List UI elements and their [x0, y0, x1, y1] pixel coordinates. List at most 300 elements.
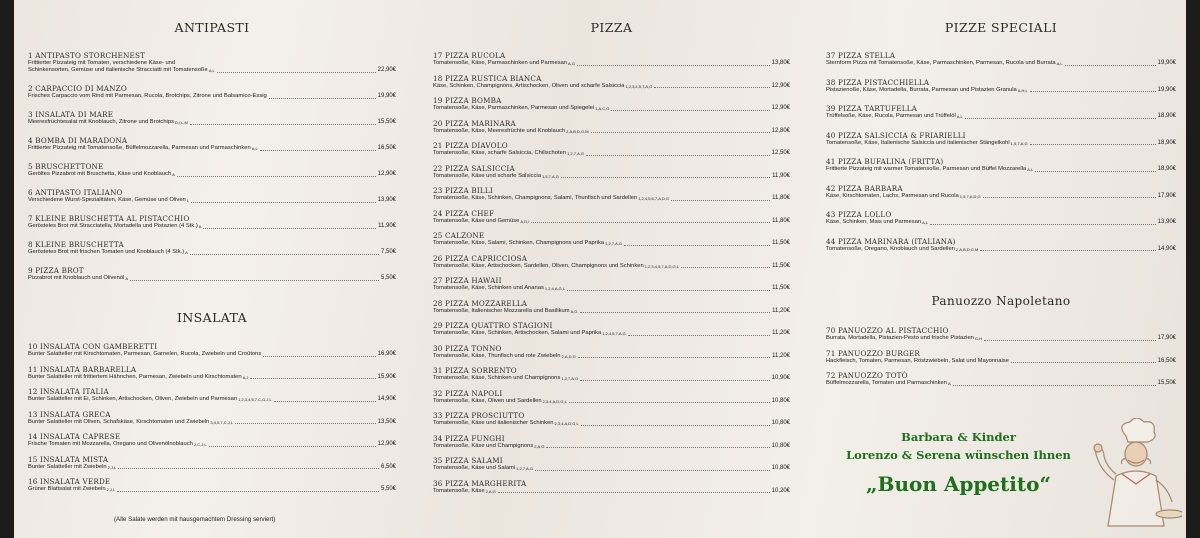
dot-leader [611, 110, 769, 111]
menu-item-description: Geröstetes Brot mit frischen Tomaten und Knoblauch (4 Stk.) [28, 249, 185, 255]
dot-leader [577, 65, 770, 66]
menu-item-description: Tomatensoße, Käse, Schinken, Artischocken, Salami und Paprika [433, 330, 602, 336]
menu-item-description: Tomatensoße, Käse, Thunfisch und rote Zwiebeln [433, 352, 561, 359]
menu-item-price: 10,90€ [771, 375, 790, 381]
menu-item-price: 10,80€ [771, 465, 790, 471]
dot-leader [984, 340, 1156, 341]
dot-leader [1030, 91, 1156, 92]
menu-item-name: 30 PIZZA TONNO [433, 343, 502, 353]
menu-item-price: 17,90€ [1157, 335, 1176, 341]
allergen-codes: 2,A,B,D,G,M [566, 128, 589, 134]
menu-item-line [826, 380, 1176, 387]
menu-item [433, 366, 790, 389]
dot-leader [561, 177, 770, 178]
menu-item-price: 15,90€ [377, 373, 396, 380]
menu-item-line [433, 105, 790, 112]
menu-item [826, 237, 1176, 264]
menu-item [433, 276, 790, 299]
menu-item-price: 17,90€ [1157, 192, 1176, 199]
menu-item-name: 35 PIZZA SALAMI [433, 456, 503, 465]
menu-item-name: 26 PIZZA CAPRICCIOSA [433, 253, 528, 263]
menu-item-line [826, 246, 1176, 253]
dot-leader [209, 446, 376, 447]
dot-leader [580, 380, 769, 381]
dot-leader [498, 492, 770, 493]
menu-item [433, 299, 790, 322]
menu-item [433, 141, 790, 164]
allergen-codes: A [947, 381, 951, 386]
menu-item-price: 13,90€ [377, 197, 396, 203]
allergen-codes: A,L [1056, 61, 1063, 66]
menu-item-price: 18,90€ [1157, 139, 1176, 146]
menu-item-price: 12,90€ [377, 441, 396, 447]
menu-item-name: 27 PIZZA HAWAII [433, 276, 502, 285]
menu-item-name: 31 PIZZA SORRENTO [433, 366, 517, 375]
menu-item-description: Tomatensoße, Käse, Schinken und Champignons [433, 375, 561, 381]
menu-item [28, 162, 396, 188]
dot-leader [965, 118, 1156, 119]
dot-leader [117, 491, 379, 492]
menu-item-name: 17 PIZZA RUCOLA [433, 51, 506, 60]
menu-item [28, 110, 396, 136]
menu-item-description: Frisches Carpaccio vom Rind mit Parmesan, Rucola, Brotchips, Zitrone und Balsamico-Essig [28, 93, 267, 99]
dot-leader [263, 356, 375, 357]
menu-item-description: Tomatensoße, Käse, Parmaschinken, Parmesan und Spiegelei [433, 105, 595, 111]
menu-item [433, 411, 790, 434]
menu-item [433, 389, 790, 412]
menu-item-description: Schinkensorten, Gemüse und italienische Stracciatti mit Tomatensoße [28, 67, 208, 74]
menu-item-line [28, 67, 396, 74]
menu-item [28, 365, 396, 388]
menu-item-description: Tomatensoße, Käse, Artischocken, Sardellen, Oliven, Champignons und Schinken [433, 262, 644, 269]
menu-item-line [433, 420, 790, 427]
dot-leader [1035, 171, 1155, 172]
menu-item-line [433, 465, 790, 472]
allergen-codes: A [125, 276, 129, 281]
menu-item-description: Tomatensoße, Käse, Salami, Schinken, Champignons und Paprika [433, 240, 605, 246]
allergen-codes: 2,J,L [107, 464, 117, 470]
menu-item-description: Tomatensoße, Käse und Gemüse [433, 217, 520, 224]
menu-item-description: Trüffelsoße, Käse, Rucola, Parmesan und Trüffelöl [826, 113, 956, 119]
menu-item-description: Pizzabrot mit Knoblauch und Olivenöl [28, 275, 125, 281]
section-title-panuozzo: Panuozzo Napoletano [931, 294, 1071, 308]
allergen-codes: 3,4,5,7,C,J,L [210, 419, 234, 425]
menu-item [28, 84, 396, 110]
menu-item-line [433, 375, 790, 382]
menu-item [28, 387, 396, 410]
allergen-codes: A,L [1027, 167, 1034, 172]
menu-item-line [28, 119, 396, 126]
dot-leader [671, 200, 770, 201]
menu-item-price: 11,50€ [772, 285, 790, 291]
menu-item-line [433, 285, 790, 292]
allergen-codes: A [185, 250, 188, 255]
dot-leader [250, 378, 375, 379]
menu-item-line [826, 60, 1176, 67]
menu-item-line [826, 166, 1176, 173]
allergen-codes: 1,5,7,A,D,G [959, 193, 981, 199]
menu-item-price: 12,50€ [771, 150, 790, 156]
menu-item-price: 11,90€ [772, 172, 790, 179]
menu-item [826, 326, 1176, 349]
menu-item-name: 23 PIZZA BILLI [433, 186, 493, 195]
menu-item-line [28, 171, 396, 178]
menu-item [433, 96, 790, 119]
menu-item-name: 38 PIZZA PISTACCHIELLA [826, 77, 930, 87]
dot-leader [578, 357, 770, 358]
menu-item-price: 18,90€ [1157, 166, 1176, 172]
greeting-line-2: Lorenzo & Serena wünschen Ihnen [846, 448, 1071, 462]
menu-item-name: 7 KLEINE BRUSCHETTA AL PISTACCHIO [28, 214, 190, 223]
menu-item-price: 16,90€ [377, 351, 396, 357]
menu-item-line [28, 441, 396, 448]
menu-item-description: Meeresfrüchtesalat mit Knoblauch, Zitrone und Brotchips [28, 119, 174, 125]
menu-item-price: 12,90€ [771, 105, 790, 111]
allergen-codes: A [198, 224, 202, 229]
allergen-codes: A,G [568, 61, 575, 66]
menu-item-description: Tomatensoße, Käse [433, 487, 485, 494]
allergen-codes: A,J [242, 374, 249, 380]
menu-item [433, 254, 790, 277]
menu-item-description: Käse, Kirschtomaten, Lachs, Parmesan und Rucola [826, 192, 959, 199]
dot-leader [654, 87, 769, 88]
dot-leader [983, 197, 1156, 198]
menu-item [28, 432, 396, 455]
menu-item-line [28, 486, 396, 493]
menu-item-name: 24 PIZZA CHEF [433, 208, 495, 218]
allergen-codes: 2,C,J,L [193, 442, 207, 447]
dot-leader [235, 423, 376, 424]
menu-item [28, 136, 396, 162]
greeting-buon-appetito: „Buon Appetito“ [866, 472, 1051, 496]
menu-item-line [28, 419, 396, 426]
menu-item-name: 14 INSALATA CAPRESE [28, 432, 121, 441]
menu-item-line [433, 128, 790, 135]
menu-item-line [433, 488, 790, 495]
menu-item-description: Büffelmozzarella, Tomaten und Parmaschinken [826, 380, 947, 386]
menu-item [826, 184, 1176, 211]
allergen-codes: 2,A,D,G [561, 353, 576, 359]
menu-item-line [433, 60, 790, 67]
menu-item-price: 12,90€ [771, 82, 790, 89]
allergen-codes: G,H [974, 336, 983, 341]
dot-leader [217, 72, 376, 73]
menu-item-name: 34 PIZZA FUNGHI [433, 433, 505, 443]
menu-item [28, 477, 396, 500]
menu-item-price: 12,80€ [771, 127, 790, 134]
menu-item-name: 12 INSALATA ITALIA [28, 387, 109, 396]
menu-item-price: 15,50€ [377, 119, 396, 125]
allergen-codes: 2,A,G [534, 443, 545, 449]
menu-item-line [433, 398, 790, 405]
menu-item-description: Käse, Schinken, Mais und Parmesan [826, 219, 922, 225]
menu-item-name: 5 BRUSCHETTONE [28, 162, 104, 171]
menu-item [28, 51, 396, 84]
menu-item-name: 37 PIZZA STELLA [826, 51, 896, 60]
menu-item-name: 36 PIZZA MARGHERITA [433, 478, 527, 488]
dot-leader [190, 254, 379, 255]
section-title-insalata: INSALATA [177, 310, 247, 325]
menu-item-description: Frittierte Pizzateig mit warmer Tomatensoße, Parmesan und Büffel Mozzarella [826, 166, 1027, 172]
menu-item [433, 344, 790, 367]
menu-item-name: 4 BOMBA DI MARADONA [28, 136, 128, 145]
menu-item-price: 10,20€ [771, 487, 790, 494]
menu-item [28, 455, 396, 478]
menu-item-line [28, 197, 396, 204]
dot-leader [586, 155, 770, 156]
menu-item-price: 19,90€ [377, 93, 396, 99]
menu-item-line [433, 218, 790, 225]
menu-item [826, 210, 1176, 237]
menu-item-name: 6 ANTIPASTO ITALIANO [28, 188, 123, 197]
allergen-codes: 1,5,7,A,G [541, 173, 559, 179]
menu-item-description: Pistazienoße, Käse, Mortadella, Burrata, Parmesan und Pistazien Granula [826, 86, 1017, 93]
menu-item-line [28, 464, 396, 471]
menu-item-line [433, 308, 790, 315]
menu-item [826, 131, 1176, 158]
menu-item-name: 71 PANUOZZO BURGER [826, 348, 920, 358]
panuozzo-list [826, 326, 1176, 394]
allergen-codes: 1,2,7,A,G [567, 151, 584, 156]
menu-item [433, 186, 790, 209]
menu-item-description: Frische Tomaten mit Mozzarella, Oregano und Olivenölnoblauch [28, 441, 193, 447]
menu-item-line [826, 140, 1176, 147]
dot-leader [1030, 144, 1156, 145]
menu-item [433, 209, 790, 232]
menu-item-price: 14,90€ [377, 396, 396, 402]
menu-item-line [28, 223, 396, 230]
menu-item [433, 434, 790, 457]
menu-item-price: 11,80€ [772, 217, 790, 224]
dot-leader [177, 176, 376, 177]
allergen-codes: 2,3,4,A,D,G,L [542, 398, 567, 404]
allergen-codes: 1,2,3,4,5,7,A,G [625, 83, 653, 89]
menu-item-price: 16,50€ [377, 145, 396, 151]
menu-item-price: 10,80€ [771, 442, 790, 449]
section-title-antipasti: ANTIPASTI [174, 20, 250, 35]
menu-sheet [14, 0, 1186, 538]
allergen-codes: 1,2,3,4,5,7,C,G,J,L [238, 397, 272, 402]
menu-item-line [826, 335, 1176, 342]
menu-item-description: Tomatensoße, Käse, Parmaschinken und Parmesan [433, 60, 568, 66]
menu-item-name: 15 INSALATA MISTA [28, 454, 109, 464]
menu-item-line [28, 93, 396, 100]
menu-item-line [433, 443, 790, 450]
menu-item-name: 44 PIZZA MARINARA (ITALIANA) [826, 236, 956, 246]
salad-dressing-note: (Alle Salate werden mit hausgemachtem Dressing serviert) [114, 516, 276, 523]
dot-leader [260, 150, 376, 151]
menu-item-description: Tomatensoße, Käse, Italienische Salsiccia und italienischer Stängelkohl [826, 139, 1010, 146]
menu-item-name: 72 PANUOZZO TOTÒ [826, 371, 908, 380]
menu-item-name: 18 PIZZA RUSTICA BIANCA [433, 73, 542, 83]
menu-item-name: 42 PIZZA BARBARA [826, 183, 903, 193]
menu-item [826, 157, 1176, 184]
dot-leader [591, 132, 770, 133]
menu-item-description: Bunter Salatteller mit Oliven, Schafskäse, Kirschtomaten und Zwiebeln [28, 418, 210, 425]
allergen-codes: 2,A,B,D,G,M [955, 246, 979, 252]
dot-leader [628, 335, 770, 336]
insalata-list [28, 342, 396, 500]
menu-item-price: 16,50€ [1157, 357, 1176, 364]
menu-item-description: Geröltes Pizzabrot mit Bruschetta, Käse und Knoblauch [28, 171, 172, 177]
menu-item-price: 5,50€ [380, 486, 396, 492]
dot-leader [1065, 65, 1156, 66]
menu-item [433, 321, 790, 344]
menu-item-name: 19 PIZZA BOMBA [433, 96, 502, 105]
menu-item-line [433, 330, 790, 337]
menu-item-price: 11,20€ [772, 352, 790, 359]
menu-item-price: 11,50€ [772, 240, 790, 246]
menu-item-line [826, 219, 1176, 226]
allergen-codes: 1,5,7,A,G [1010, 140, 1028, 146]
menu-item-price: 7,50€ [380, 249, 396, 255]
dot-leader [581, 425, 770, 426]
menu-item-price: 13,90€ [1157, 219, 1176, 225]
antipasti-list [28, 51, 396, 292]
greeting-line-1: Barbara & Kinder [901, 430, 1016, 444]
menu-item [826, 104, 1176, 131]
menu-item-description: Tomatensoße, Käse, Meeresfrüchte und Knoblauch [433, 127, 566, 134]
menu-item-description: Tomatensoße, Oregano, Knoblauch und Sardellen [826, 245, 955, 252]
menu-item [433, 51, 790, 74]
menu-item-price: 10,80€ [771, 420, 790, 426]
dot-leader [190, 124, 376, 125]
menu-item-name: 16 INSALATA VERDE [28, 477, 111, 486]
menu-item-price: 11,20€ [772, 330, 790, 336]
allergen-codes: 1,2,4,5,6,7,A,D,G [638, 196, 670, 201]
menu-item-description: Bunter Salatteller mit Ei, Schinken, Artischocken, Oliven, Zwiebeln und Parmesan [28, 396, 238, 402]
menu-item-description: Hackfleisch, Tomaten, Parmesan, Röstzwiebeln, Salat und Mayonnaise [826, 357, 1009, 364]
menu-item-name: 13 INSALATA GRECA [28, 409, 111, 419]
dot-leader [953, 385, 1156, 386]
menu-item-description: Käse, Schinken, Champignons, Artischocken, Oliven und scharfe Salsiccia [433, 82, 625, 89]
menu-item-line [433, 195, 790, 202]
menu-item-price: 15,50€ [1157, 380, 1176, 386]
allergen-codes: 1,2,7,A,G [516, 466, 534, 471]
allergen-codes: A,H,L [1017, 87, 1028, 93]
menu-item-description: Burrata, Mortadella, Pistazien-Pesto und frische Pistazien [826, 335, 974, 341]
menu-item-name: 70 PANUOZZO AL PISTACCHIO [826, 326, 949, 335]
menu-item-line [433, 353, 790, 360]
menu-item-name: 21 PIZZA DIAVOLO [433, 141, 508, 150]
allergen-codes: 1,2,4,5,7,A,G [602, 331, 626, 336]
menu-item [433, 164, 790, 187]
menu-item-description: Tomatensoße, Käse, scharfe Salsiccia, Chilischoten [433, 150, 567, 156]
menu-item-price: 6,50€ [380, 463, 396, 470]
menu-item-line [28, 374, 396, 381]
menu-item-name: 22 PIZZA SALSICCIA [433, 163, 515, 173]
pizze-speciali-list [826, 51, 1176, 263]
allergen-codes: A,L [251, 146, 258, 151]
allergen-codes: 1,2,4,A,G,L [544, 286, 566, 291]
menu-item-line [826, 87, 1176, 94]
menu-item [28, 188, 396, 214]
dot-leader [546, 447, 769, 448]
dot-leader [624, 245, 770, 246]
menu-item-description: Bunter Salatteller mit Zwiebeln [28, 463, 107, 470]
menu-item-name: 25 CALZONE [433, 231, 485, 240]
menu-item-line [28, 145, 396, 152]
menu-item-name: 33 PIZZA PROSCIUTTO [433, 411, 525, 420]
menu-item-description: Tomatensoße, Italienischer Mozzarella und Basilikum [433, 307, 570, 314]
allergen-codes: A,G,I [520, 218, 530, 224]
dot-leader [130, 280, 379, 281]
menu-item [826, 51, 1176, 78]
allergen-codes: A,L [922, 220, 929, 225]
chef-illustration-icon [1086, 418, 1182, 538]
menu-item-name: 1 ANTIPASTO STORCHENEST [28, 51, 146, 60]
section-title-pizza: PIZZA [590, 20, 633, 35]
allergen-codes: 1,A,C,G [595, 106, 610, 111]
menu-item-line [28, 249, 396, 256]
menu-item-description: Grüner Blattsalat mit Zwiebeln [28, 486, 106, 492]
menu-item-price: 19,90€ [1157, 60, 1176, 66]
menu-item [433, 479, 790, 502]
menu-item [826, 78, 1176, 105]
menu-item [433, 119, 790, 142]
menu-item-line [826, 193, 1176, 200]
allergen-codes: A,L [956, 114, 963, 119]
dot-leader [930, 224, 1156, 225]
dot-leader [681, 267, 770, 268]
menu-item-price: 10,80€ [771, 397, 790, 404]
menu-item-price: 11,80€ [772, 195, 790, 201]
menu-item-description-line: Frittierter Pizzateig mit Tomaten, verschiedene Käse- und [28, 60, 176, 66]
menu-item-description: Tomatensoße, Käse, Oliven und Sardellen [433, 397, 542, 404]
menu-item-name: 41 PIZZA BUFALINA (FRITTA) [826, 157, 944, 166]
menu-item-line [433, 240, 790, 247]
menu-item [28, 266, 396, 292]
dot-leader [203, 228, 376, 229]
menu-item-description: Verschiedene Wurst-Spezialitäten, Käse, Gemüse und Oliven [28, 197, 186, 203]
allergen-codes: 1,2,3,4,5,7,A,D,G,L [644, 263, 679, 269]
menu-item-price: 11,20€ [772, 307, 790, 314]
allergen-codes: A [172, 172, 175, 177]
dot-leader [191, 202, 376, 203]
menu-item-description: Frittierter Pizzateig mit Tomatensoße, Büffelmozzarella, Parmesan und Parmaschinken [28, 145, 251, 151]
menu-item-description: Bunter Salatteller mit frittiertem Hähnchen, Parmesan, Zwiebeln und Kirschtomaten [28, 373, 242, 380]
menu-item-name: 10 INSALATA CON GAMBERETTI [28, 342, 158, 351]
menu-item-price: 22,90€ [377, 67, 396, 74]
menu-item-description: Tomatensoße, Käse, Schinken, Champignons, Salami, Thunfisch und Sardellen [433, 195, 638, 201]
menu-item-description: Tomatensoße, Käse, Schinken und Ananas [433, 285, 544, 291]
menu-item [433, 231, 790, 254]
menu-item-description: Gerösteles Brot mit Stracciatella, Mortadella und Pistazien (4 Stk.) [28, 223, 198, 229]
menu-item-name: 2 CARPACCIO DI MANZO [28, 84, 127, 93]
menu-item-line [433, 173, 790, 180]
dot-leader [580, 312, 771, 313]
dot-leader [118, 468, 379, 469]
menu-item [28, 342, 396, 365]
menu-item-name: 9 PIZZA BROT [28, 266, 84, 275]
dot-leader [535, 470, 770, 471]
menu-item [28, 214, 396, 240]
menu-item [28, 240, 396, 266]
dot-leader [1011, 362, 1156, 363]
menu-item-price: 14,90€ [1157, 245, 1176, 252]
menu-item-price: 12,90€ [377, 171, 396, 177]
menu-item-line [28, 396, 396, 403]
allergen-codes: D,I,L,M [174, 120, 188, 125]
dot-leader [980, 250, 1155, 251]
menu-item [826, 371, 1176, 394]
menu-item-price: 5,50€ [380, 275, 396, 281]
dot-leader [269, 98, 376, 99]
menu-item-line [28, 275, 396, 282]
pizza-list [433, 51, 790, 501]
menu-item-name: 40 PIZZA SALSICCIA & FRIARIELLI [826, 130, 966, 140]
allergen-codes: 2,J,L [106, 487, 116, 492]
